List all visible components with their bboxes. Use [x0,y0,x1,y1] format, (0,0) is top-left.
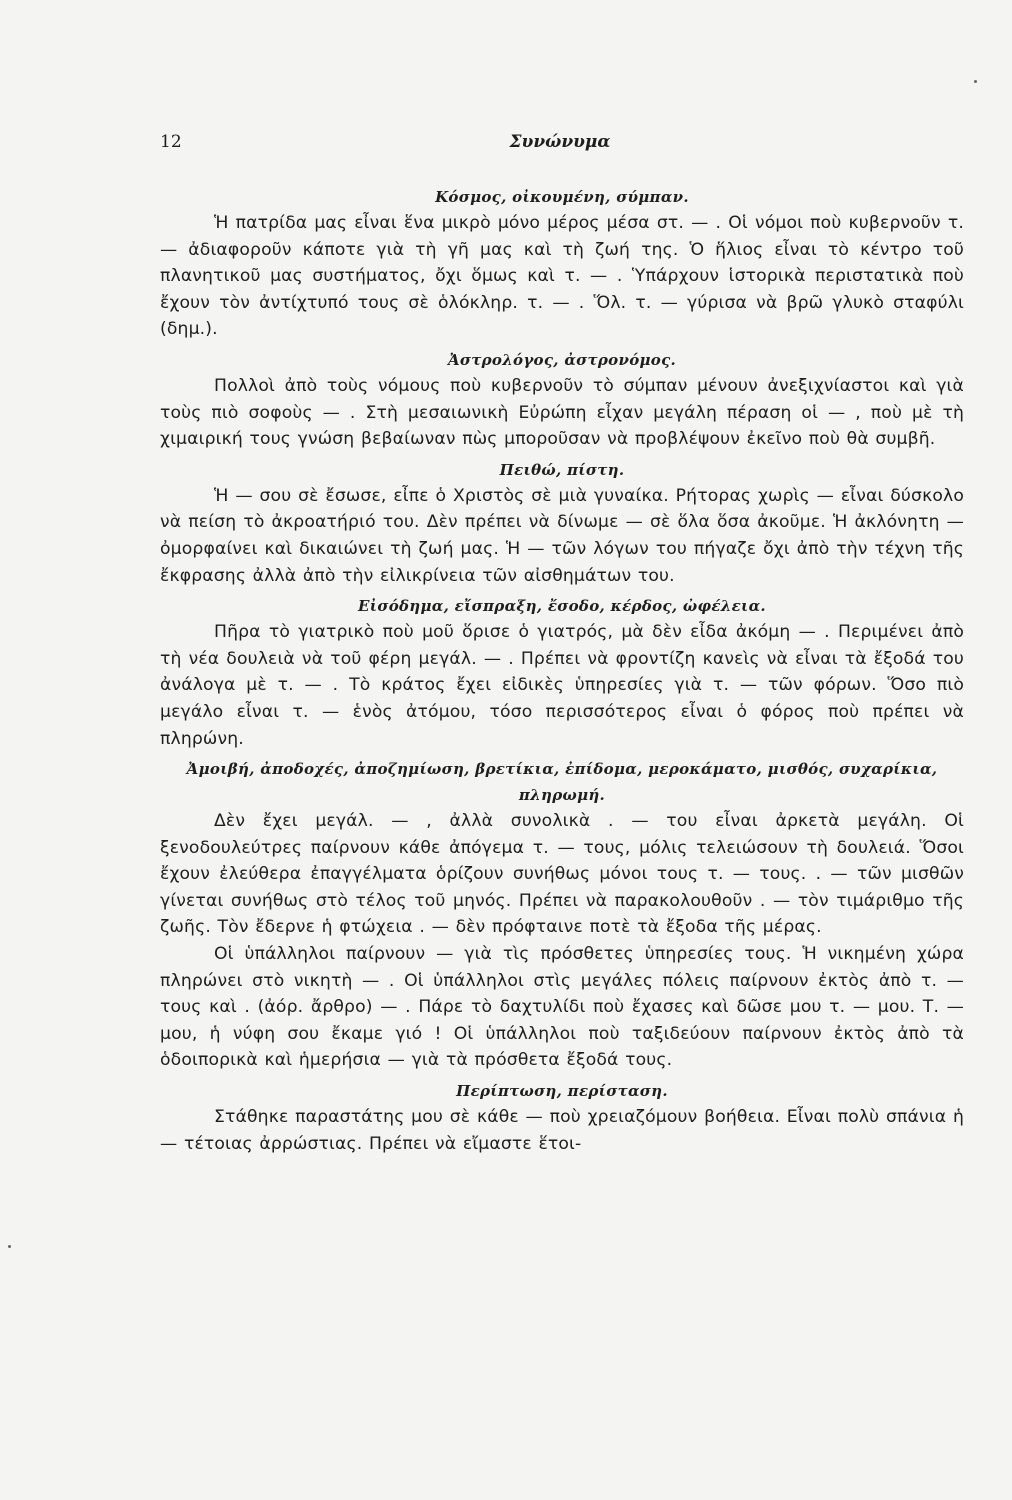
entry-title: Πειθώ, πίστη. [499,460,625,479]
scan-speck [8,1245,11,1248]
entry-title: Εἰσόδημα, εἴσπραξη, ἔσοδο, κέρδος, ὠφέλεια. [358,597,766,616]
entry-eisodima [160,593,964,752]
entry-paragraph: Ἡ πατρίδα μας εἶναι ἕνα μικρὸ μόνο μέρος μέσα στ. — . Οἱ νόμοι ποὺ κυβερνοῦν τ. — ἀδιαφοροῦν κάποτε γιὰ τὴ γῆ μας καὶ τὴ ζωή της. Ὁ ἥλιος εἶναι τὸ κέντρο τοῦ πλανητικοῦ μας συστήματος, ὄχι ὅμως καὶ τ. — . Ὑπάρχουν ἱστορικὰ περιστατικὰ ποὺ ἔχουν τὸν ἀντίχτυπό τους σὲ ὁλόκληρ. τ. — . Ὅλ. τ. — γύρισα νὰ βρῶ γλυκὸ σταφύλι (δημ.). [160,213,964,340]
entry-paragraph: Πολλοὶ ἀπὸ τοὺς νόμους ποὺ κυβερνοῦν τὸ σύμπαν μένουν ἀνεξιχνίαστοι καὶ γιὰ τοὺς πιὸ σοφοὺς — . Στὴ μεσαιωνικὴ Εὐρώπη εἶχαν μεγάλη πέραση οἱ — , ποὺ μὲ τὴ χιμαιρική τους γνώση βεβαίωναν πὼς μποροῦσαν νὰ προβλέψουν ἐκεῖνο ποὺ θὰ συμβῆ. [160,375,964,450]
entry-amoivi [160,756,964,1074]
dictionary-content [160,184,964,1157]
entry-kosmos [160,184,964,343]
page-number: 12 [160,132,182,152]
entry-paragraph: Πῆρα τὸ γιατρικὸ ποὺ μοῦ ὅρισε ὁ γιατρός, μὰ δὲν εἶδα ἀκόμη — . Περιμένει ἀπὸ τὴ νέα δουλειὰ νὰ τοῦ φέρη μεγάλ. — . Πρέπει νὰ φροντίζη κανεὶς νὰ εἶναι τὰ ἔξοδά του ἀνάλογα μὲ τ. — . Τὸ κράτος ἔχει εἰδικὲς ὑπηρεσίες γιὰ τ. — τῶν φόρων. Ὅσο πιὸ μεγάλο εἶναι τ. — ἑνὸς ἀτόμου, τόσο περισσότερος εἶναι ὁ φόρος ποὺ πρέπει νὰ πληρώνη. [160,622,964,749]
running-title: Συνώνυμα [509,132,611,152]
entry-astrologos [160,347,964,453]
scan-speck [974,80,977,83]
entry-title: Ἀστρολόγος, ἀστρονόμος. [447,350,677,369]
page-header [160,132,960,156]
entry-peitho [160,457,964,589]
entry-periptosi [160,1078,964,1157]
entry-title: Περίπτωση, περίσταση. [456,1082,668,1101]
entry-paragraph: Στάθηκε παραστάτης μου σὲ κάθε — ποὺ χρειαζόμουν βοήθεια. Εἶναι πολὺ σπάνια ἡ — τέτοιας ἀρρώστιας. Πρέπει νὰ εἴμαστε ἕτοι- [160,1107,964,1154]
entry-title: Κόσμος, οἰκουμένη, σύμπαν. [435,188,689,206]
entry-paragraph: Οἱ ὑπάλληλοι παίρνουν — γιὰ τὶς πρόσθετες ὑπηρεσίες τους. Ἡ νικημένη χώρα πληρώνει στὸ νικητὴ — . Οἱ ὑπάλληλοι στὶς μεγάλες πόλεις παίρνουν ἐκτὸς ἀπὸ τ. — τους καὶ . (ἀόρ. ἄρθρο) — . Πάρε τὸ δαχτυλίδι ποὺ ἔχασες καὶ δῶσε μου τ. — μου. Τ. — μου, ἡ νύφη σου ἔκαμε γιό ! Οἱ ὑπάλληλοι ποὺ ταξιδεύουν παίρνουν ἐκτὸς ἀπὸ τὰ ὁδοιπορικὰ καὶ ἡμερήσια — γιὰ τὰ πρόσθετα ἔξοδά τους. [160,944,964,1071]
entry-paragraph: Δὲν ἔχει μεγάλ. — , ἀλλὰ συνολικὰ . — του εἶναι ἀρκετὰ μεγάλη. Οἱ ξενοδουλεύτρες παίρνουν κάθε ἀπόγεμα τ. — τους, μόλις τελειώσουν τὴ δουλειά. Ὅσοι ἔχουν ἐλεύθερα ἐπαγγέλματα ὁρίζουν συνήθως μόνοι τους τ. — τους. . — τῶν μισθῶν γίνεται συνήθως στὸ τέλος τοῦ μηνός. Πρέπει νὰ παρακολουθοῦν . — τὸν τιμάριθμο τῆς ζωῆς. Τὸν ἔδερνε ἡ φτώχεια . — δὲν πρόφταινε ποτὲ τὰ ἔξοδα τῆς μέρας. [160,811,964,938]
entry-paragraph: Ἡ — σου σὲ ἔσωσε, εἶπε ὁ Χριστὸς σὲ μιὰ γυναίκα. Ρήτορας χωρὶς — εἶναι δύσκολο νὰ πείση τὸ ἀκροατήριό του. Δὲν πρέπει νὰ δίνωμε — σὲ ὅλα ὅσα ἀκοῦμε. Ἡ ἀκλόνητη — ὀμορφαίνει καὶ δικαιώνει τὴ ζωή μας. Ἡ — τῶν λόγων του πήγαζε ὄχι ἀπὸ τὴν τέχνη τῆς ἔκφρασης ἀλλὰ ἀπὸ τὴν εἰλικρίνεια τῶν αἰσθημάτων του. [160,485,964,586]
entry-title: Ἀμοιβή, ἀποδοχές, ἀποζημίωση, βρετίκια, ἐπίδομα, μεροκάματο, μισθός, συχαρίκια, πληρωμή. [186,760,938,805]
